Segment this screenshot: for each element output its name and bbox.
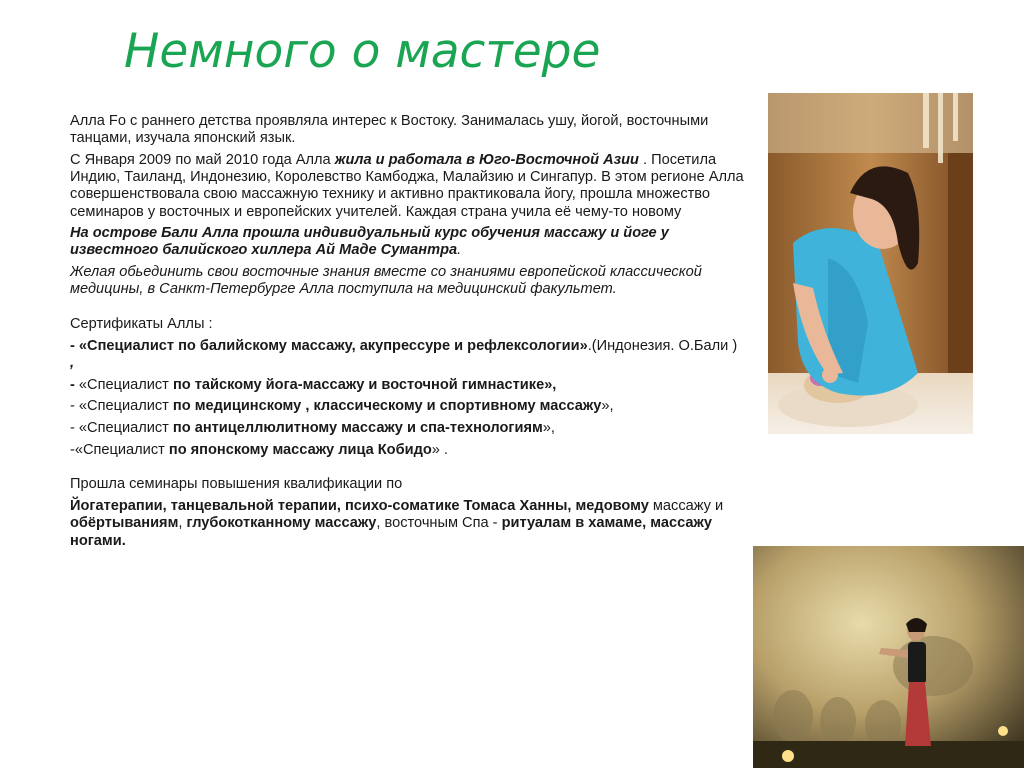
- text-paragraph: [70, 442, 745, 459]
- text-paragraph: [70, 398, 745, 415]
- text-run: «Специалист: [78, 376, 173, 393]
- text-run: ,: [70, 354, 75, 371]
- text-run: . Посетила Индию, Таиланд, Индонезию, Королевство Камбоджа, Малайзию и Сингапур. В этом регионе Алла совершенствовала свою массажную технику и активно практиковала йогу, прошла множество семинаров у восточных и европейских учителей. Каждая страна учила её чему-то новому: [70, 151, 744, 220]
- text-run: .: [457, 242, 462, 259]
- text-run: -: [70, 376, 79, 393]
- text-run: - «Специалист: [70, 398, 173, 415]
- page-title: Немного о мастере: [124, 24, 601, 79]
- text-run: по медицинскому , классическому и спортивному массажу: [172, 398, 602, 415]
- text-paragraph: [70, 113, 745, 147]
- text-run: - «Специалист по балийскому массажу, акупрессуре и рефлексологии»: [70, 337, 588, 354]
- text-run: » .: [431, 441, 448, 458]
- text-run: Алла Fo с раннего детства проявляла интерес к Востоку. Занималась ушу, йогой, восточными танцами, изучала японский язык.: [70, 113, 709, 147]
- text-run: по антицеллюлитному массажу и спа-технологиям: [172, 420, 543, 437]
- text-run: »,: [601, 398, 614, 415]
- text-run: глубокотканному массажу: [186, 515, 377, 532]
- text-paragraph: [70, 264, 745, 298]
- text-paragraph: [70, 377, 745, 394]
- text-run: - «Специалист: [70, 420, 173, 437]
- text-run: по тайскому йога-массажу и восточной гимнастике»,: [172, 376, 557, 393]
- biography-text: [70, 113, 745, 554]
- text-run: по японскому массажу лица Кобидо: [168, 441, 432, 458]
- text-run: массажу и: [652, 498, 724, 515]
- text-run: жила и работала в Юго-Восточной Азии: [334, 151, 639, 168]
- text-run: .(Индонезия. О.Бали ): [587, 337, 738, 354]
- text-run: ,: [178, 515, 187, 532]
- cave-photo: [753, 546, 1024, 768]
- text-paragraph: [70, 316, 745, 333]
- text-run: Прошла семинары повышения квалификации по: [70, 476, 403, 493]
- text-run: »,: [542, 420, 555, 437]
- text-run: На острове Бали Алла прошла индивидуальный курс обучения массажу и йоге у известного балийского хиллера Ай Маде Сумантра: [70, 225, 669, 259]
- text-paragraph: [70, 338, 745, 372]
- text-paragraph: [70, 498, 745, 550]
- text-paragraph: [70, 225, 745, 259]
- text-run: Сертификаты Аллы :: [70, 316, 213, 333]
- text-run: обёртываниям: [70, 515, 179, 532]
- text-paragraph: [70, 420, 745, 437]
- massage-photo: [768, 93, 973, 434]
- text-run: -«Специалист: [70, 441, 169, 458]
- text-run: , восточным Спа -: [376, 515, 502, 532]
- text-run: ритуалам в хамаме, массажу ногами.: [70, 515, 712, 549]
- text-run: Желая обьединить свои восточные знания вместе со знаниями европейской классической медицины, в Санкт-Петербурге Алла поступила на медицинский факультет.: [70, 264, 702, 298]
- text-run: С Января 2009 по май 2010 года Алла: [70, 151, 335, 168]
- blank-line: [70, 463, 745, 476]
- text-run: Йогатерапии, танцевальной терапии, психо-соматике Томаса Ханны, медовому: [70, 498, 653, 515]
- text-paragraph: [70, 476, 745, 493]
- blank-line: [70, 303, 745, 316]
- text-paragraph: [70, 152, 745, 221]
